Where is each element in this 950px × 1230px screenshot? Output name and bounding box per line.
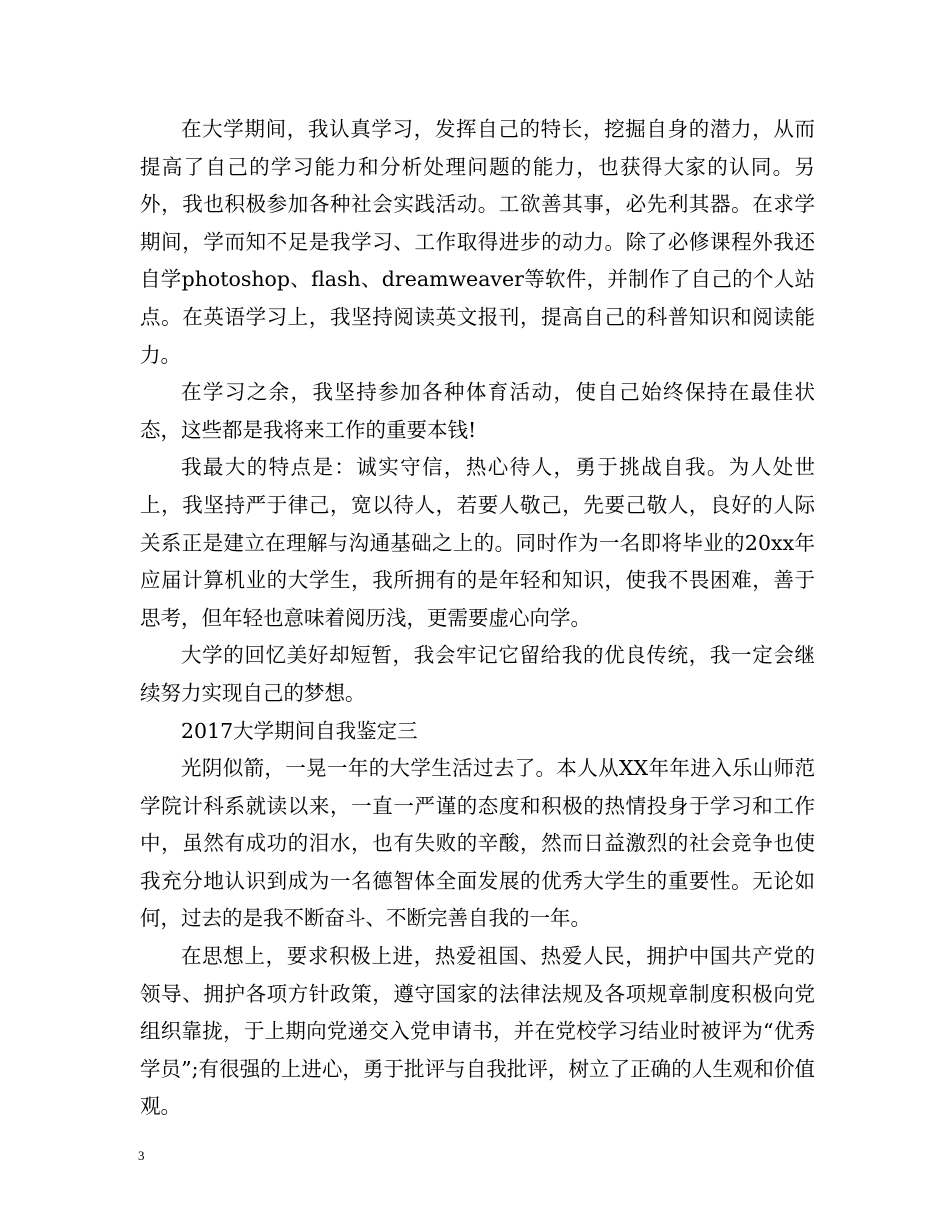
- document-body: [140, 111, 815, 1126]
- page-number: 3: [138, 1148, 145, 1163]
- paragraph-ideology: 在思想上，要求积极上进，热爱祖国、热爱人民，拥护中国共产党的领导、拥护各项方针政策，遵守国家的法律法规及各项规章制度积极向党组织靠拢，于上期向党递交入党申请书，并在党校学习结业时被评为“优秀学员”;有很强的上进心，勇于批评与自我批评，树立了正确的人生观和价值观。: [140, 944, 815, 1119]
- paragraph-sports: 在学习之余，我坚持参加各种体育活动，使自己始终保持在最佳状态，这些都是我将来工作的重要本钱!: [140, 380, 815, 442]
- paragraph-study: 在大学期间，我认真学习，发挥自己的特长，挖掘自身的潜力，从而提高了自己的学习能力和分析处理问题的能力，也获得大家的认同。另外，我也积极参加各种社会实践活动。工欲善其事，必先利其器。在求学期间，学而知不足是我学习、工作取得进步的动力。除了必修课程外我还自学photoshop、flash、dreamweaver等软件，并制作了自己的个人站点。在英语学习上，我坚持阅读英文报刊，提高自己的科普知识和阅读能力。: [140, 117, 815, 367]
- section-heading: 2017大学期间自我鉴定三: [181, 718, 418, 743]
- paragraph-time-flies: 光阴似箭，一晃一年的大学生活过去了。本人从XX年年进入乐山师范学院计科系就读以来，一直一严谨的态度和积极的热情投身于学习和工作中，虽然有成功的泪水，也有失败的辛酸，然而日益激烈的社会竞争也使我充分地认识到成为一名德智体全面发展的优秀大学生的重要性。无论如何，过去的是我不断奋斗、不断完善自我的一年。: [140, 756, 815, 931]
- paragraph-memories: 大学的回忆美好却短暂，我会牢记它留给我的优良传统，我一定会继续努力实现自己的梦想。: [140, 643, 815, 705]
- paragraph-traits: 我最大的特点是：诚实守信，热心待人，勇于挑战自我。为人处世上，我坚持严于律己，宽以待人，若要人敬己，先要己敬人，良好的人际关系正是建立在理解与沟通基础之上的。同时作为一名即将毕业的20xx年应届计算机业的大学生，我所拥有的是年轻和知识，使我不畏困难，善于思考，但年轻也意味着阅历浅，更需要虚心向学。: [140, 455, 815, 630]
